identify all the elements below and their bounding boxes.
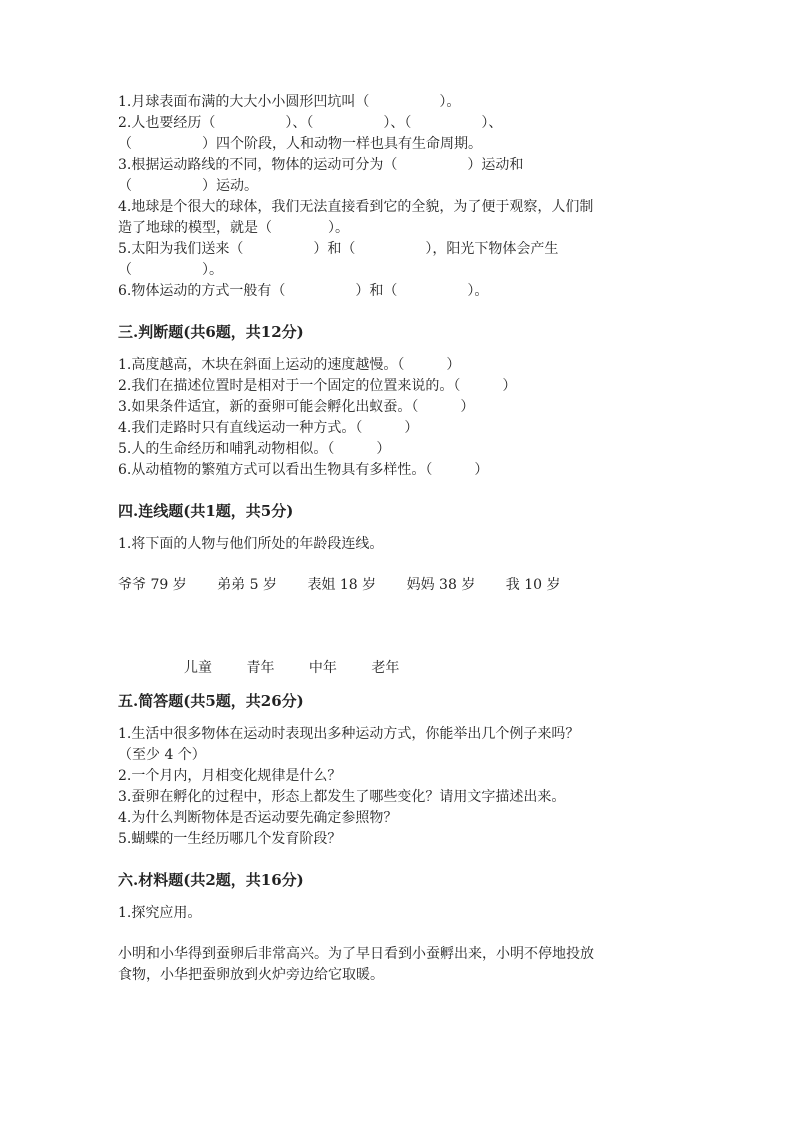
age-group-label: 中年 xyxy=(308,660,337,676)
material-section-title: 六.材料题(共2题，共16分) xyxy=(118,871,304,889)
short-answer-item: 4.为什么判断物体是否运动要先确定参照物？ xyxy=(118,810,398,826)
fill-line: 6.物体运动的方式一般有（ ）和（ ）。 xyxy=(118,283,489,299)
worksheet-page xyxy=(118,92,678,986)
fill-line: 2.人也要经历（ ）、（ ）、（ ）、 xyxy=(118,115,503,131)
judge-item: 6.从动植物的繁殖方式可以看出生物具有多样性。（ ） xyxy=(118,462,489,478)
age-group-label: 儿童 xyxy=(184,660,212,676)
material-passage xyxy=(118,944,678,986)
fill-line: （ ）。 xyxy=(118,262,223,278)
person-label: 我 10 岁 xyxy=(505,577,561,593)
short-answer-section-title: 五.简答题(共5题，共26分) xyxy=(118,692,304,710)
judge-section-title: 三.判断题(共6题，共12分) xyxy=(118,323,304,341)
people-row xyxy=(118,575,678,596)
fill-line: 1.月球表面布满的大大小小圆形凹坑叫（ ）。 xyxy=(118,94,461,110)
material-question: 1.探究应用。 xyxy=(118,905,202,921)
age-group-row xyxy=(118,658,678,679)
judge-item: 1.高度越高，木块在斜面上运动的速度越慢。（ ） xyxy=(118,357,461,373)
fill-blank-questions xyxy=(118,92,678,302)
fill-line: 3.根据运动路线的不同，物体的运动可分为（ ）运动和 xyxy=(118,157,524,173)
short-answer-questions xyxy=(118,724,678,850)
passage-line: 食物，小华把蚕卵放到火炉旁边给它取暖。 xyxy=(118,967,384,983)
age-group-label: 老年 xyxy=(371,660,400,676)
fill-line: 4.地球是个很大的球体，我们无法直接看到它的全貌，为了便于观察，人们制 xyxy=(118,199,594,215)
short-answer-item: 3.蚕卵在孵化的过程中，形态上都发生了哪些变化？请用文字描述出来。 xyxy=(118,789,566,805)
person-label: 弟弟 5 岁 xyxy=(217,577,277,593)
judge-item: 3.如果条件适宜，新的蚕卵可能会孵化出蚁蚕。（ ） xyxy=(118,399,475,415)
age-group-label: 青年 xyxy=(246,660,275,676)
short-answer-item: 5.蝴蝶的一生经历哪几个发育阶段？ xyxy=(118,831,342,847)
fill-line: （ ）四个阶段，人和动物一样也具有生命周期。 xyxy=(118,136,482,152)
judge-item: 4.我们走路时只有直线运动一种方式。（ ） xyxy=(118,420,419,436)
judge-questions xyxy=(118,355,678,481)
fill-line: 5.太阳为我们送来（ ）和（ ），阳光下物体会产生 xyxy=(118,241,559,257)
person-label: 妈妈 38 岁 xyxy=(406,577,476,593)
judge-item: 2.我们在描述位置时是相对于一个固定的位置来说的。（ ） xyxy=(118,378,517,394)
person-label: 表姐 18 岁 xyxy=(307,577,377,593)
connect-section-title: 四.连线题(共1题，共5分) xyxy=(118,502,294,520)
fill-line: 造了地球的模型，就是（ ）。 xyxy=(118,220,349,236)
short-answer-item: （至少 4 个） xyxy=(118,747,206,763)
short-answer-item: 2.一个月内，月相变化规律是什么？ xyxy=(118,768,342,784)
passage-line: 小明和小华得到蚕卵后非常高兴。为了早日看到小蚕孵出来，小明不停地投放 xyxy=(118,946,594,962)
short-answer-item: 1.生活中很多物体在运动时表现出多种运动方式，你能举出几个例子来吗？ xyxy=(118,726,580,742)
person-label: 爷爷 79 岁 xyxy=(118,577,187,593)
judge-item: 5.人的生命经历和哺乳动物相似。（ ） xyxy=(118,441,391,457)
fill-line: （ ）运动。 xyxy=(118,178,258,194)
connect-question: 1.将下面的人物与他们所处的年龄段连线。 xyxy=(118,536,384,552)
